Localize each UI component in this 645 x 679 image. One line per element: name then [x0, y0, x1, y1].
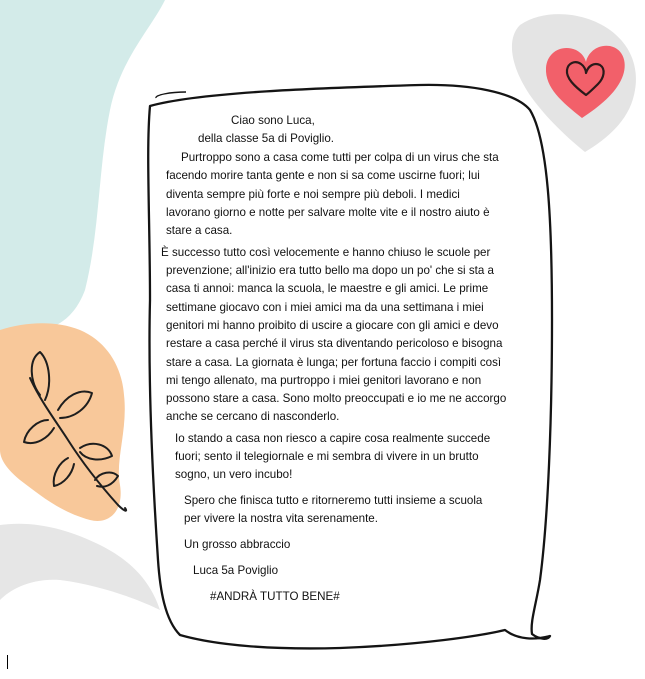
greeting: Ciao sono Luca, [231, 114, 315, 127]
paragraph-line: lavorano giorno e notte per salvare molte vite e il nostro aiuto è [166, 206, 490, 219]
paragraph-line: sogno, un vero incubo! [175, 468, 293, 481]
paragraph-line: Io stando a casa non riesco a capire cosa realmente succede [175, 432, 491, 445]
text-cursor [7, 655, 8, 669]
paragraph-line: settimane giocavo con i miei amici ma da una settimana i miei [166, 301, 484, 314]
paragraph-line: stare a casa. La giornata è lunga; per fortuna faccio i compiti così [166, 356, 502, 369]
paragraph-line: prevenzione; all'inizio era tutto bello ma dopo un po' che si sta a [166, 264, 494, 277]
paragraph-line: casa ti annoi: manca la scuola, le maestre e gli amici. Le prime [166, 282, 489, 295]
paragraph-line: possono stare a casa. Sono molto preoccupati e io me ne accorgo [166, 392, 507, 405]
signature: Luca 5a Poviglio [193, 564, 279, 577]
paragraph-line: È successo tutto così velocemente e hanno chiuso le scuole per [161, 246, 491, 259]
paragraph-line: per vivere la nostra vita serenamente. [184, 512, 378, 525]
closing: Un grosso abbraccio [184, 538, 291, 551]
paragraph-line: facendo morire tanta gente e non si sa come uscirne fuori; lui [166, 169, 480, 182]
paragraph-line: Spero che finisca tutto e ritorneremo tutti insieme a scuola [184, 494, 483, 507]
paragraph-line: Purtroppo sono a casa come tutti per colpa di un virus che sta [181, 151, 499, 164]
paragraph-line: restare a casa perché il virus sta diventando pericoloso e bisogna [166, 337, 503, 350]
paragraph-line: mi tengo allenato, ma purtroppo i miei genitori lavorano e non [166, 374, 482, 387]
paragraph-line: genitori mi hanno proibito di uscire a giocare con gli amici e devo [166, 319, 499, 332]
paragraph-line: fuori; sento il telegiornale e mi sembra di vivere in un brutto [175, 450, 479, 463]
paragraph-line: anche se cercano di nasconderlo. [166, 410, 340, 423]
paragraph-line: stare a casa. [166, 224, 233, 237]
paragraph-line: diventa sempre più forte e noi sempre più deboli. I medici [166, 188, 460, 201]
class-line: della classe 5a di Poviglio. [198, 132, 334, 145]
hashtag: #ANDRÀ TUTTO BENE# [210, 590, 340, 603]
